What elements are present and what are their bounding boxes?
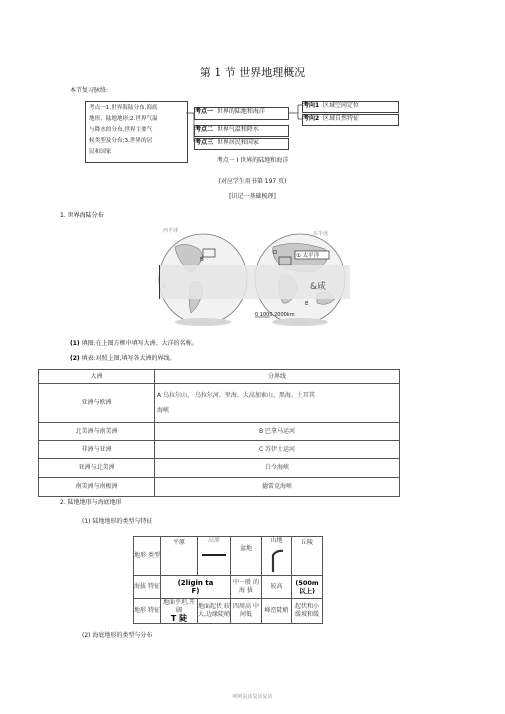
outline-direction-2: 考向2 区域自然特征 — [302, 114, 399, 126]
east-hemisphere-label: 东半球 — [313, 231, 329, 237]
map-letter-e: E — [305, 301, 309, 307]
intro-text: 本节复习脉络: — [70, 87, 109, 94]
plateau-icon — [202, 554, 226, 556]
table-cell: 平原 — [160, 536, 198, 576]
table-cell — [154, 383, 400, 423]
table-cell: 山地 — [261, 536, 292, 576]
section-tag: [识记一基础梳理] — [229, 193, 276, 200]
section-heading: 考点一 I 世界的陆地和海洋 — [216, 157, 289, 164]
outline-direction-1: 考向1 区域空间定位 — [302, 101, 399, 113]
table-cell: 地面起伏 较大,边缘陡峭 — [197, 598, 231, 624]
table-cell: 丘陵 — [291, 536, 323, 576]
overview-line: 考点一1.世界海陆分布,海底 — [89, 105, 158, 111]
map-letter-d: D — [273, 250, 278, 256]
table-cell: 地面平坦,开 阔 T 陡 — [160, 598, 198, 624]
q2-subheading-1: (1) 陆地地形的类型与特征 — [82, 518, 153, 525]
q1-item-1: (1) 填图:在上图方框中填写大洲、大洋的名称。 — [70, 340, 198, 347]
outline-item-1: 考点一 世界的陆地和海洋 — [194, 107, 289, 120]
overview-line: 地形、陆地地形;2.世界气温 — [89, 116, 158, 122]
landform-table — [133, 536, 323, 626]
table-cell: 起伏和小 缓坡和缓 — [291, 598, 323, 624]
boundary-line-a: A 乌拉尔山、 乌拉尔河、里海、大高加索山、黑海、土耳其 — [157, 391, 315, 399]
page-footer: 呵呵复活复活复活 — [232, 694, 273, 700]
table-cell: 较高 — [261, 575, 292, 599]
table-cell: 非洲与亚洲 — [38, 440, 155, 459]
table-cell: 北美洲与南美洲 — [38, 422, 155, 441]
table-cell: (2ligin ta F) — [160, 575, 231, 599]
table-cell: 亚洲与北美洲 — [38, 458, 155, 478]
table-cell: 峰峦陡峭 — [261, 598, 292, 624]
table-cell: (500m 以上) — [291, 575, 323, 599]
table-cell: 四周高 中间低 — [230, 598, 262, 624]
map-scale-label: 0 1000 2000km — [255, 312, 295, 318]
outline-item-2: 考点二 世界气温和降水 — [194, 125, 289, 137]
table-cell: B 巴拿马运河 — [154, 422, 400, 441]
table-cell: 白令海峡 — [154, 458, 400, 478]
page-title: 第 1 节 世界地理概况 — [199, 66, 306, 79]
table-cell: C 苏伊士运河 — [154, 440, 400, 459]
world-map — [155, 227, 350, 332]
west-hemisphere-label: 西半球 — [163, 228, 179, 234]
outline-overview-box — [85, 101, 188, 163]
question1-heading: 1. 世界海陆分布 — [60, 212, 104, 219]
mountain-icon — [268, 547, 286, 573]
section-subheading: (对应学生用书第 197 页) — [218, 178, 287, 185]
table-cell: 亚洲与欧洲 — [38, 383, 155, 423]
table-cell: 南美洲与南极洲 — [38, 477, 155, 497]
table-cell: 德雷克海峡 — [154, 477, 400, 497]
table-header: 分界线 — [154, 369, 400, 384]
question2-heading: 2. 陆地地形与海底地形 — [60, 499, 122, 506]
boundary-table — [38, 369, 400, 497]
map-overlay-text: &咸 — [310, 282, 327, 292]
boundary-line-a-cont: 海峡 — [157, 406, 170, 414]
table-cell: 地形 特征 — [133, 598, 161, 624]
map-overlay-rule — [159, 265, 160, 299]
overview-lines — [86, 102, 187, 159]
q1-item-2: (2) 填表:对照上图,填写各大洲的界线。 — [70, 355, 176, 362]
overview-line: 候类型及分布;3.世界的居 — [89, 138, 153, 144]
table-cell: 中一般 的 海 拔 — [230, 575, 262, 599]
overview-line: 与降水的分布,世界主要气 — [89, 127, 153, 133]
table-cell: 高原 — [197, 536, 231, 576]
table-cell: 盆地 — [230, 536, 262, 576]
table-cell: 海拔 特征 — [133, 575, 161, 599]
outline-item-3: 考点三 世界居民和国家 — [194, 138, 289, 150]
map-letter-b: B — [200, 257, 204, 263]
overview-line: 民和国家 — [89, 149, 112, 155]
table-cell: 地形 类型 — [133, 536, 161, 576]
q2-subheading-2: (2) 海底地形的类型与分布 — [82, 632, 153, 639]
pacific-label: ① 太平洋 — [296, 253, 320, 259]
table-header: 大洲 — [38, 369, 155, 384]
